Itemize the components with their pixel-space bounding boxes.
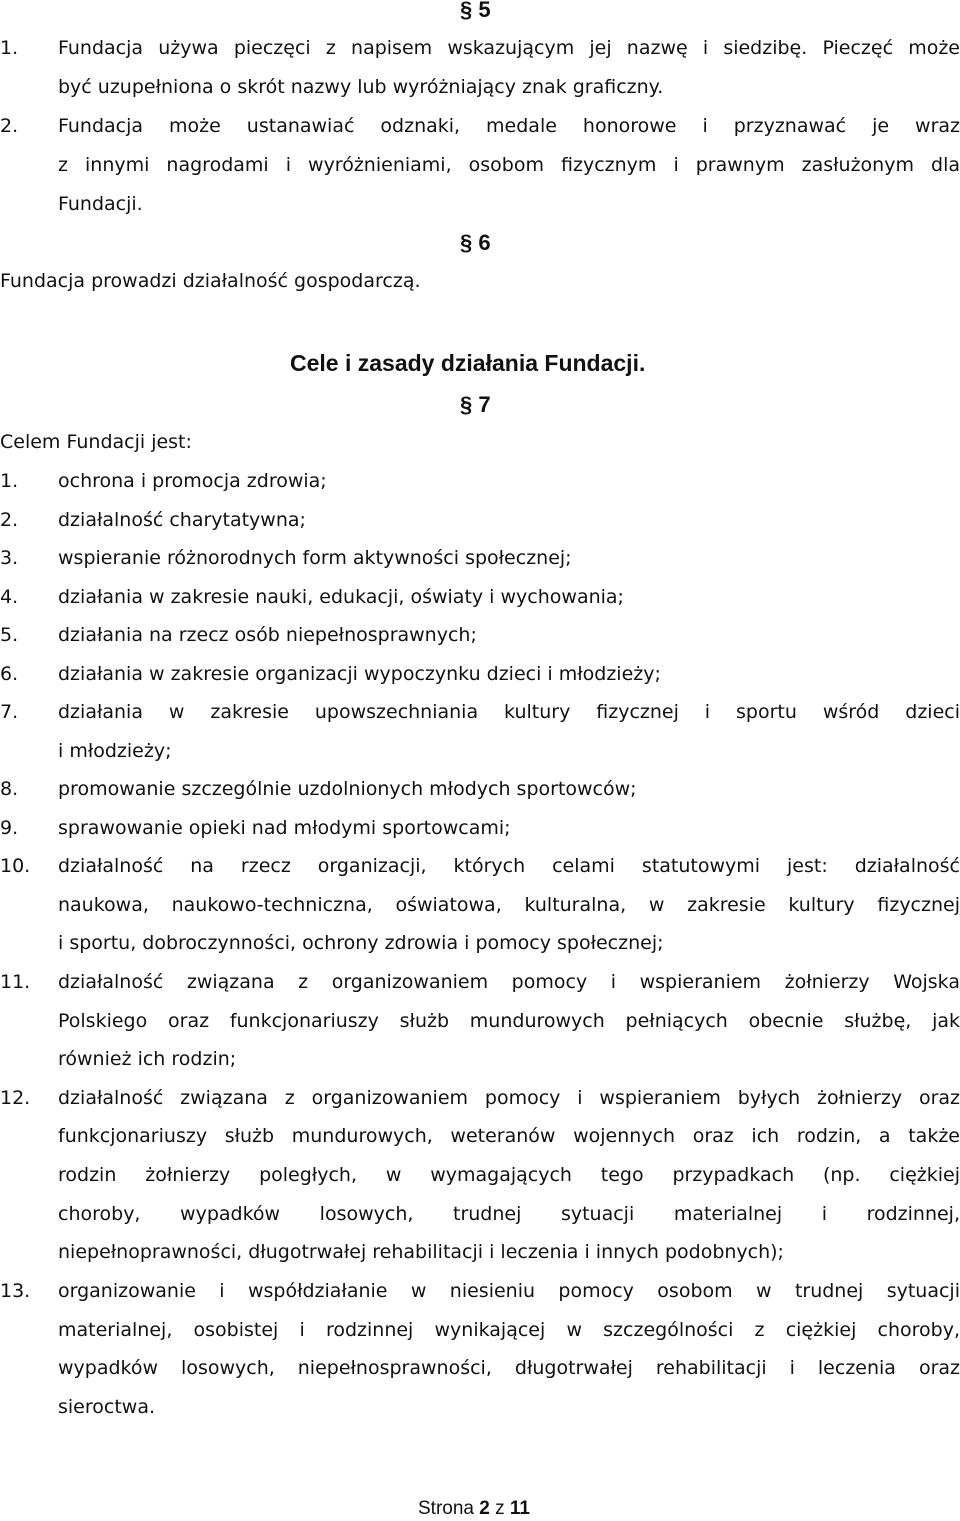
list-number: 5. — [0, 624, 19, 646]
list-number: 13. — [0, 1280, 31, 1302]
list-line: działania na rzecz osób niepełnosprawnych; — [58, 624, 477, 646]
list-line: niepełnoprawności, długotrwałej rehabilitacji i leczenia i innych podobnych); — [58, 1241, 784, 1263]
paragraph: Fundacja prowadzi działalność gospodarczą. — [0, 270, 421, 292]
list-number: 1. — [0, 37, 19, 59]
list-line: działania w zakresie organizacji wypoczynku dzieci i młodzieży; — [58, 663, 661, 685]
list-line: rodzin żołnierzy poległych, w wymagających tego przypadkach (np. ciężkiej — [58, 1164, 960, 1186]
list-line: Fundacji. — [58, 193, 143, 215]
list-number: 8. — [0, 778, 19, 800]
list-line: Fundacja używa pieczęci z napisem wskazującym jej nazwę i siedzibę. Pieczęć może — [58, 37, 960, 59]
list-line: działalność związana z organizowaniem pomocy i wspieraniem żołnierzy Wojska — [58, 971, 960, 993]
list-line: materialnej, osobistej i rodzinnej wynikającej w szczególności z ciężkiej choroby, — [58, 1319, 960, 1341]
list-line: funkcjonariuszy służb mundurowych, weteranów wojennych oraz ich rodzin, a także — [58, 1125, 960, 1147]
list-number: 7. — [0, 701, 19, 723]
list-line: naukowa, naukowo-techniczna, oświatowa, kulturalna, w zakresie kultury fizycznej — [58, 894, 960, 916]
list-number: 6. — [0, 663, 19, 685]
list-line: działalność na rzecz organizacji, których celami statutowymi jest: działalność — [58, 855, 960, 877]
list-line: sprawowanie opieki nad młodymi sportowcami; — [58, 817, 511, 839]
list-line: być uzupełniona o skrót nazwy lub wyróżniający znak graficzny. — [58, 76, 664, 98]
list-line: i sportu, dobroczynności, ochrony zdrowia i pomocy społecznej; — [58, 932, 664, 954]
section-marker-6: § 6 — [460, 230, 491, 255]
list-line: działalność charytatywna; — [58, 509, 306, 531]
list-line: i młodzieży; — [58, 740, 172, 762]
list-line: wypadków losowych, niepełnosprawności, długotrwałej rehabilitacji i leczenia oraz — [58, 1357, 960, 1379]
footer-page-number: 2 — [479, 1498, 490, 1519]
list-line: Polskiego oraz funkcjonariuszy służb mundurowych pełniących obecnie służbę, jak — [58, 1010, 960, 1032]
section-marker-5: § 5 — [460, 0, 491, 22]
list-line: wspieranie różnorodnych form aktywności społecznej; — [58, 547, 572, 569]
list-line: choroby, wypadków losowych, trudnej sytuacji materialnej i rodzinnej, — [58, 1203, 960, 1225]
list-number: 12. — [0, 1087, 31, 1109]
list-number: 1. — [0, 470, 19, 492]
list-line: z innymi nagrodami i wyróżnieniami, osobom fizycznym i prawnym zasłużonym dla — [58, 154, 960, 176]
list-number: 4. — [0, 586, 19, 608]
list-line: również ich rodzin; — [58, 1048, 237, 1070]
list-number: 10. — [0, 855, 31, 877]
list-line: promowanie szczególnie uzdolnionych młodych sportowców; — [58, 778, 637, 800]
list-number: 2. — [0, 115, 19, 137]
paragraph: Celem Fundacji jest: — [0, 431, 192, 453]
footer-prefix: Strona — [418, 1498, 474, 1519]
list-number: 2. — [0, 509, 19, 531]
list-line: organizowanie i współdziałanie w niesieniu pomocy osobom w trudnej sytuacji — [58, 1280, 960, 1302]
page-footer — [418, 1497, 530, 1521]
footer-total-pages: 11 — [509, 1498, 530, 1519]
footer-separator: z — [495, 1498, 505, 1519]
section-marker-7: § 7 — [460, 392, 491, 417]
list-number: 9. — [0, 817, 19, 839]
list-line: działania w zakresie nauki, edukacji, oświaty i wychowania; — [58, 586, 624, 608]
list-line: działania w zakresie upowszechniania kultury fizycznej i sportu wśród dzieci — [58, 701, 960, 723]
list-number: 3. — [0, 547, 19, 569]
list-line: ochrona i promocja zdrowia; — [58, 470, 327, 492]
list-line: działalność związana z organizowaniem pomocy i wspieraniem byłych żołnierzy oraz — [58, 1087, 960, 1109]
list-number: 11. — [0, 971, 31, 993]
list-line: Fundacja może ustanawiać odznaki, medale honorowe i przyznawać je wraz — [58, 115, 960, 137]
list-line: sieroctwa. — [58, 1396, 156, 1418]
chapter-heading: Cele i zasady działania Fundacji. — [290, 350, 646, 376]
